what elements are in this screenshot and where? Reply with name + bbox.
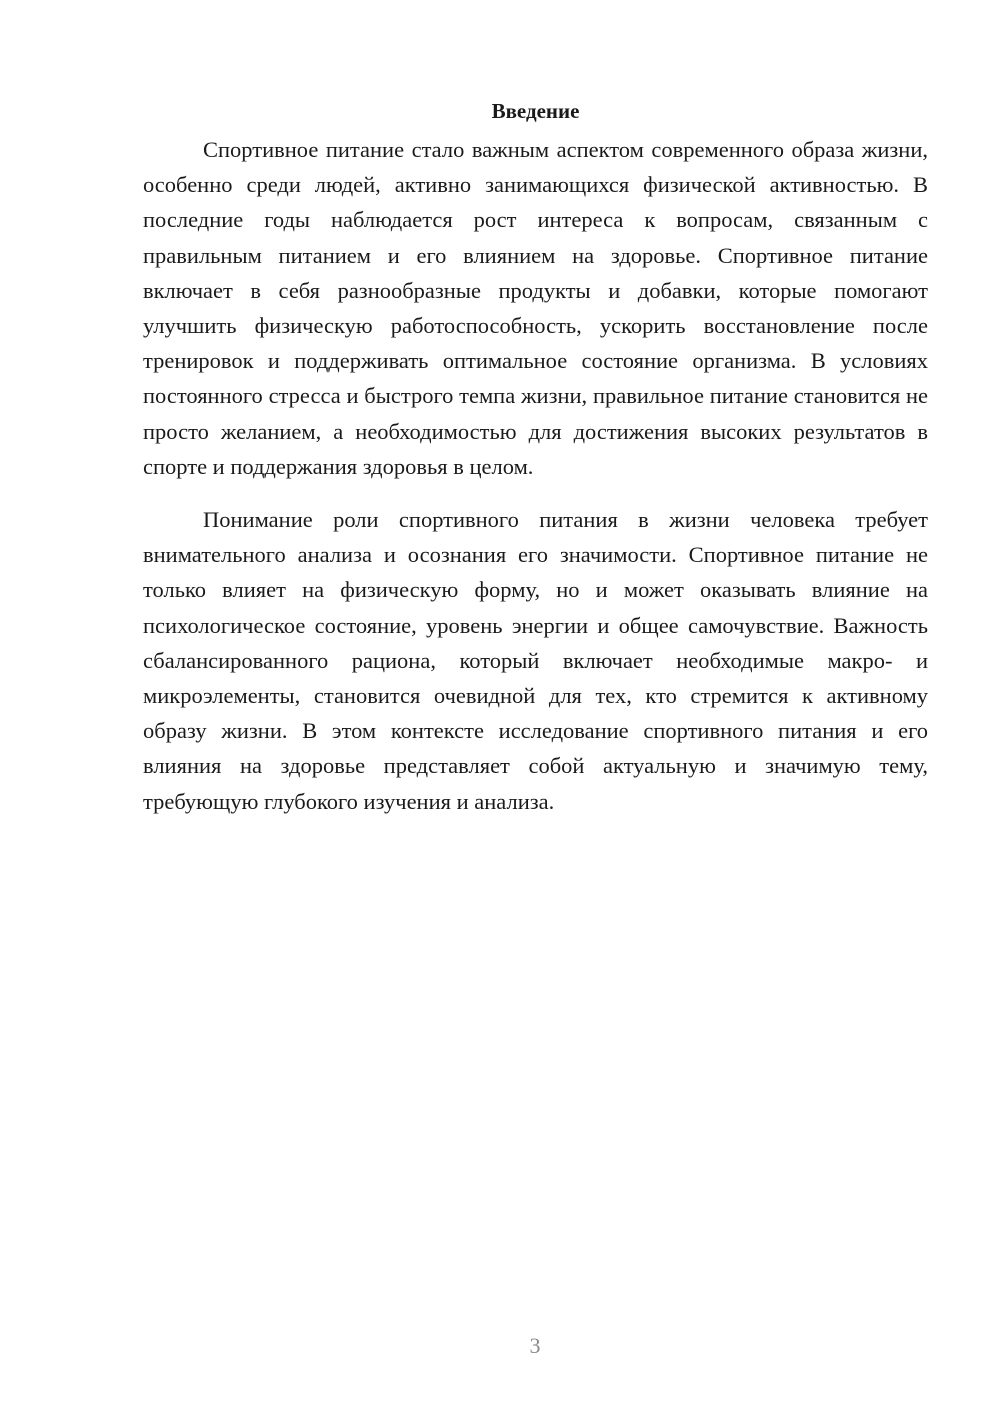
page-content [143, 96, 928, 819]
paragraph-1: Спортивное питание стало важным аспектом современного образа жизни, особенно среди людей, активно занимающихся физической активностью. В последние годы наблюдается рост интереса к вопросам, связанным с правильным питанием и его влиянием на здоровье. Спортивное питание включает в себя разнообразные продукты и добавки, которые помогают улучшить физическую работоспособность, ускорить восстановление после тренировок и поддерживать оптимальное состояние организма. В условиях постоянного стресса и быстрого темпа жизни, правильное питание становится не просто желанием, а необходимостью для достижения высоких результатов в спорте и поддержания здоровья в целом. [143, 137, 928, 479]
section-heading: Введение [491, 99, 580, 123]
paragraph-2: Понимание роли спортивного питания в жизни человека требует внимательного анализа и осознания его значимости. Спортивное питание не только влияет на физическую форму, но и может оказывать влияние на психологическое состояние, уровень энергии и общее самочувствие. Важность сбалансированного рациона, который включает необходимые макро- и микроэлементы, становится очевидной для тех, кто стремится к активному образу жизни. В этом контексте исследование спортивного питания и его влияния на здоровье представляет собой актуальную и значимую тему, требующую глубокого изучения и анализа. [143, 507, 928, 814]
page-number: 3 [529, 1333, 541, 1358]
